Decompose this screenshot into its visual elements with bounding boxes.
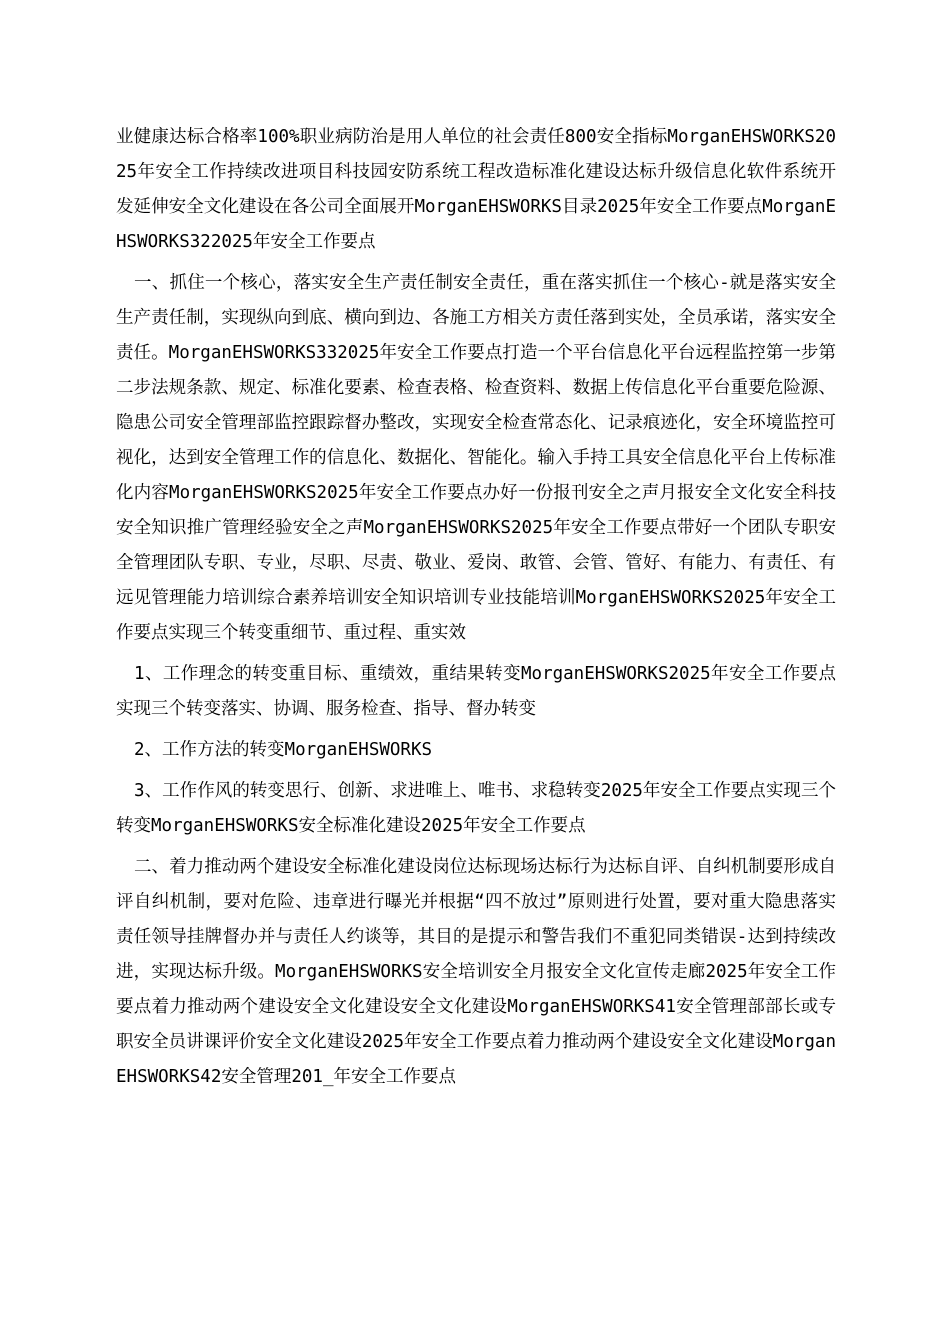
paragraph-item-3: 3、工作作风的转变思行、创新、求进唯上、唯书、求稳转变2025年安全工作要点实现三个转变MorganEHSWORKS安全标准化建设2025年安全工作要点 xyxy=(116,781,836,836)
paragraph-item-1: 1、工作理念的转变重目标、重绩效，重结果转变MorganEHSWORKS2025年安全工作要点实现三个转变落实、协调、服务检查、指导、督办转变 xyxy=(116,664,836,719)
paragraph-item-2: 2、工作方法的转变MorganEHSWORKS xyxy=(134,740,433,760)
document-body xyxy=(116,120,836,1101)
paragraph-intro: 业健康达标合格率100%职业病防治是用人单位的社会责任800安全指标MorganEHSWORKS2025年安全工作持续改进项目科技园安防系统工程改造标准化建设达标升级信息化软件系统开发延伸安全文化建设在各公司全面展开MorganEHSWORKS目录2025年安全工作要点MorganEHSWORKS322025年安全工作要点 xyxy=(116,127,836,252)
paragraph-section-one: 一、抓住一个核心，落实安全生产责任制安全责任，重在落实抓住一个核心-就是落实安全生产责任制，实现纵向到底、横向到边、各施工方相关方责任落到实处，全员承诺，落实安全责任。MorganEHSWORKS332025年安全工作要点打造一个平台信息化平台远程监控第一步第二步法规条款、规定、标准化要素、检查表格、检查资料、数据上传信息化平台重要危险源、隐患公司安全管理部监控跟踪督办整改，实现安全检查常态化、记录痕迹化，安全环境监控可视化，达到安全管理工作的信息化、数据化、智能化。输入手持工具安全信息化平台上传标准化内容MorganEHSWORKS2025年安全工作要点办好一份报刊安全之声月报安全文化安全科技安全知识推广管理经验安全之声MorganEHSWORKS2025年安全工作要点带好一个团队专职安全管理团队专职、专业，尽职、尽责、敬业、爱岗、敢管、会管、管好、有能力、有责任、有远见管理能力培训综合素养培训安全知识培训专业技能培训MorganEHSWORKS2025年安全工作要点实现三个转变重细节、重过程、重实效 xyxy=(116,273,836,643)
paragraph-section-two: 二、着力推动两个建设安全标准化建设岗位达标现场达标行为达标自评、自纠机制要形成自评自纠机制，要对危险、违章进行曝光并根据“四不放过”原则进行处置，要对重大隐患落实责任领导挂牌督办并与责任人约谈等，其目的是提示和警告我们不重犯同类错误-达到持续改进，实现达标升级。MorganEHSWORKS安全培训安全月报安全文化宣传走廊2025年安全工作要点着力推动两个建设安全文化建设安全文化建设MorganEHSWORKS41安全管理部部长或专职安全员讲课评价安全文化建设2025年安全工作要点着力推动两个建设安全文化建设MorganEHSWORKS42安全管理201_年安全工作要点 xyxy=(116,857,836,1087)
